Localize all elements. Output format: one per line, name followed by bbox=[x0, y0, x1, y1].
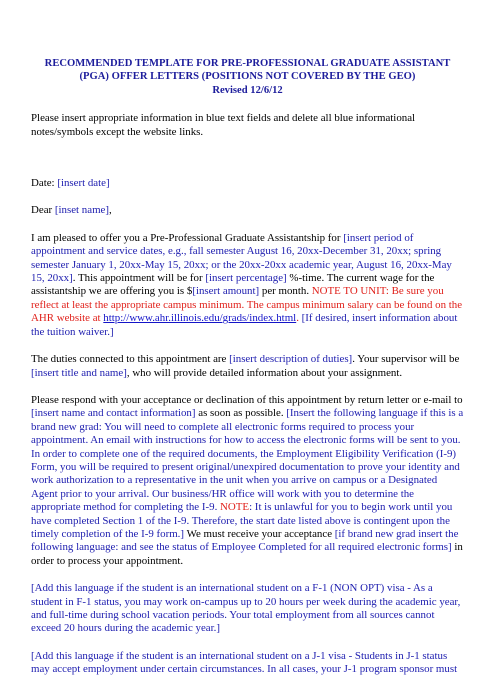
new-grad-status-field: [if brand new grad insert the following language: and see the status of Employee Completed for all required electronic forms] bbox=[31, 527, 459, 554]
salutation-name-field: [inset name] bbox=[54, 204, 110, 217]
respond-text-2: as soon as possible. bbox=[195, 407, 287, 420]
respond-text-3: We must receive your acceptance bbox=[184, 527, 335, 540]
supervisor-field: [insert title and name] bbox=[31, 366, 127, 379]
offer-text-4: per month. bbox=[259, 285, 312, 298]
offer-amount-field: [insert amount] bbox=[192, 285, 260, 298]
duties-description-field: [insert description of duties] bbox=[229, 353, 353, 366]
ahr-website-link[interactable]: http://www.ahr.illinois.edu/grads/index.html bbox=[103, 312, 297, 325]
offer-text-1: I am pleased to offer you a Pre-Professional Graduate Assistantship for bbox=[31, 231, 344, 244]
offer-paragraph bbox=[31, 232, 464, 339]
offer-text-2: . This appointment will be for bbox=[72, 272, 206, 285]
duties-text-3: , who will provide detailed information about your assignment. bbox=[126, 366, 403, 379]
instructions-paragraph: Please insert appropriate information in blue text fields and delete all blue informational notes/symbols except the website links. bbox=[31, 112, 416, 138]
title-line-2: (PGA) OFFER LETTERS (POSITIONS NOT COVERED BY THE GEO) bbox=[79, 71, 416, 83]
offer-text-3: %-time. The current wage for the assistantship we are offering you is $ bbox=[31, 272, 435, 298]
i9-note-label: NOTE bbox=[220, 501, 250, 514]
new-grad-language-field: [Insert the following language if this is a brand new grad: You will need to complete all electronic forms required to process your appointment. An email with instructions for how to access the electronic forms will be sent to you. In order to complete one of the required documents, the Employment Eligibility Verification (I-9) Form, you will be required to present original/unexpired documentation to prove your identity and work authorization to a representative in the unit when you arrive on campus or a Designated Agent prior to your arrival. Our business/HR office will work with you to determine the appropriate method for completing the I-9. bbox=[31, 407, 464, 514]
duties-text-1: The duties connected to this appointment are bbox=[31, 353, 230, 366]
offer-text-5: . bbox=[296, 312, 302, 325]
respond-text-4: in order to process your appointment. bbox=[31, 541, 463, 567]
f1-visa-paragraph: [Add this language if the student is an international student on a F-1 (NON OPT) visa - As a student in F-1 status, you may work on-campus up to 20 hours per week during the academic year, and full-time during school vacation periods. Your total employment from all sources cannot exceed 20 hours during the academic year.] bbox=[31, 582, 461, 635]
duties-text-2: . Your supervisor will be bbox=[352, 353, 460, 366]
duties-paragraph bbox=[31, 353, 464, 380]
offer-period-field: [insert period of appointment and service dates, e.g., fall semester August 16, 20xx-December 31, 20xx; spring semester January 1, 20xx-May 15, 20xx; or the 20xx-20xx academic year, August 16, 20xx-May 15, 20xx] bbox=[31, 231, 452, 285]
date-line bbox=[31, 177, 464, 190]
salutation-comma: , bbox=[109, 204, 112, 217]
title-line-1: RECOMMENDED TEMPLATE FOR PRE-PROFESSIONAL GRADUATE ASSISTANT bbox=[44, 58, 451, 69]
date-field: [insert date] bbox=[57, 177, 110, 190]
respond-paragraph bbox=[31, 394, 464, 568]
tuition-waiver-field: [If desired, insert information about the tuition waiver.] bbox=[31, 312, 458, 338]
j1-visa-paragraph: [Add this language if the student is an international student on a J-1 visa - Students in J-1 status may accept employment under certain circumstances. In all cases, your J-1 program sponsor must bbox=[31, 649, 458, 676]
salutation-line bbox=[31, 204, 464, 217]
respond-text-1: Please respond with your acceptance or declination of this appointment by return letter or e-mail to bbox=[31, 393, 463, 406]
date-label: Date: bbox=[31, 177, 58, 190]
document-title bbox=[31, 57, 464, 97]
note-to-unit: NOTE TO UNIT: Be sure you reflect at least the appropriate campus minimum. The campus minimum salary can be found on the AHR website at bbox=[31, 285, 463, 325]
salutation-label: Dear bbox=[31, 204, 55, 217]
title-revised: Revised 12/6/12 bbox=[212, 84, 283, 96]
i9-note-text: : It is unlawful for you to begin work until you have completed Section 1 of the I-9. Therefore, the start date listed above is contingent upon the timely completion of the I-9 form.] bbox=[31, 501, 453, 540]
offer-percentage-field: [insert percentage] bbox=[205, 272, 287, 285]
contact-field: [insert name and contact information] bbox=[31, 407, 196, 420]
